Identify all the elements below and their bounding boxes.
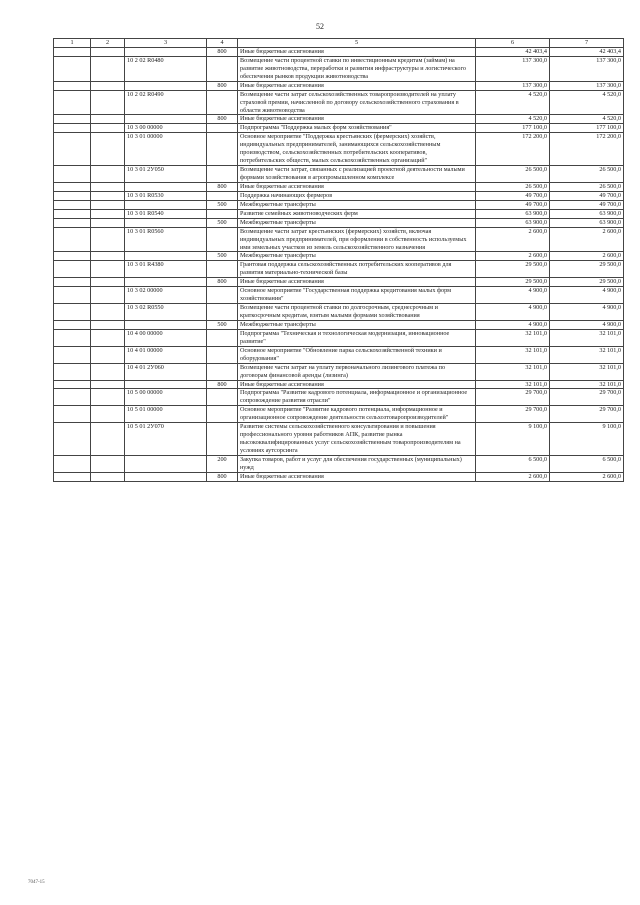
cell-amount-approved: 32 101,0 bbox=[550, 346, 624, 363]
header-cell: 4 bbox=[207, 39, 238, 48]
cell-section bbox=[54, 56, 91, 81]
cell-amount-approved: 6 500,0 bbox=[550, 455, 624, 472]
cell-expense-type bbox=[207, 346, 238, 363]
cell-amount-plan: 63 900,0 bbox=[476, 218, 550, 227]
table-row bbox=[54, 423, 624, 456]
cell-section bbox=[54, 363, 91, 380]
cell-amount-plan: 32 101,0 bbox=[476, 363, 550, 380]
cell-expense-type bbox=[207, 304, 238, 321]
cell-subsection bbox=[91, 304, 125, 321]
cell-amount-approved: 29 500,0 bbox=[550, 261, 624, 278]
cell-description: Развитие системы сельскохозяйственного консультирования и повышения профессионального уровня работников АПК, развитие рынка высококвалифицированных услуг сельскохозяйственным товаропроизводителям на условиях аутсорсинга bbox=[238, 423, 476, 456]
cell-amount-approved: 172 200,0 bbox=[550, 133, 624, 166]
table-row bbox=[54, 261, 624, 278]
table-row bbox=[54, 56, 624, 81]
cell-section bbox=[54, 320, 91, 329]
cell-section bbox=[54, 455, 91, 472]
cell-amount-approved: 9 100,0 bbox=[550, 423, 624, 456]
cell-subsection bbox=[91, 472, 125, 481]
table-row bbox=[54, 227, 624, 252]
table-row bbox=[54, 124, 624, 133]
cell-subsection bbox=[91, 406, 125, 423]
cell-subsection bbox=[91, 166, 125, 183]
cell-subsection bbox=[91, 423, 125, 456]
cell-subsection bbox=[91, 90, 125, 115]
budget-table bbox=[53, 38, 624, 482]
cell-expense-type: 800 bbox=[207, 182, 238, 191]
cell-target-article: 10 3 01 R0540 bbox=[125, 209, 207, 218]
cell-expense-type: 800 bbox=[207, 47, 238, 56]
cell-expense-type bbox=[207, 191, 238, 200]
cell-description: Иные бюджетные ассигнования bbox=[238, 182, 476, 191]
cell-subsection bbox=[91, 252, 125, 261]
cell-amount-plan: 49 700,0 bbox=[476, 191, 550, 200]
cell-amount-plan: 2 600,0 bbox=[476, 252, 550, 261]
cell-section bbox=[54, 81, 91, 90]
cell-expense-type: 500 bbox=[207, 200, 238, 209]
cell-target-article bbox=[125, 115, 207, 124]
cell-target-article: 10 5 00 00000 bbox=[125, 389, 207, 406]
table-row bbox=[54, 472, 624, 481]
cell-expense-type bbox=[207, 209, 238, 218]
cell-amount-approved: 4 520,0 bbox=[550, 90, 624, 115]
cell-target-article bbox=[125, 81, 207, 90]
cell-amount-approved: 26 500,0 bbox=[550, 166, 624, 183]
table-row bbox=[54, 304, 624, 321]
cell-subsection bbox=[91, 278, 125, 287]
table-row bbox=[54, 252, 624, 261]
cell-expense-type: 200 bbox=[207, 455, 238, 472]
cell-subsection bbox=[91, 287, 125, 304]
cell-expense-type bbox=[207, 133, 238, 166]
cell-amount-approved: 29 700,0 bbox=[550, 406, 624, 423]
cell-amount-approved: 26 500,0 bbox=[550, 182, 624, 191]
cell-amount-approved: 2 600,0 bbox=[550, 472, 624, 481]
table-row bbox=[54, 320, 624, 329]
cell-target-article: 10 4 01 00000 bbox=[125, 346, 207, 363]
table-row bbox=[54, 115, 624, 124]
cell-target-article bbox=[125, 278, 207, 287]
cell-target-article: 10 2 02 R0490 bbox=[125, 90, 207, 115]
cell-amount-approved: 2 600,0 bbox=[550, 252, 624, 261]
cell-section bbox=[54, 278, 91, 287]
cell-amount-plan: 177 100,0 bbox=[476, 124, 550, 133]
table-body bbox=[54, 47, 624, 481]
cell-target-article bbox=[125, 320, 207, 329]
cell-subsection bbox=[91, 227, 125, 252]
cell-target-article bbox=[125, 200, 207, 209]
cell-amount-approved: 137 300,0 bbox=[550, 81, 624, 90]
cell-target-article bbox=[125, 218, 207, 227]
cell-section bbox=[54, 380, 91, 389]
table-row bbox=[54, 346, 624, 363]
cell-amount-approved: 29 700,0 bbox=[550, 389, 624, 406]
cell-subsection bbox=[91, 346, 125, 363]
document-code: 7047-15 bbox=[28, 880, 45, 885]
cell-description: Развитие семейных животноводческих ферм bbox=[238, 209, 476, 218]
cell-amount-approved: 4 520,0 bbox=[550, 115, 624, 124]
cell-target-article bbox=[125, 455, 207, 472]
cell-amount-plan: 4 900,0 bbox=[476, 287, 550, 304]
cell-expense-type: 800 bbox=[207, 81, 238, 90]
cell-target-article bbox=[125, 472, 207, 481]
cell-amount-approved: 137 300,0 bbox=[550, 56, 624, 81]
cell-section bbox=[54, 227, 91, 252]
cell-target-article: 10 3 00 00000 bbox=[125, 124, 207, 133]
cell-amount-approved: 4 900,0 bbox=[550, 287, 624, 304]
cell-target-article bbox=[125, 252, 207, 261]
cell-amount-approved: 49 700,0 bbox=[550, 200, 624, 209]
cell-amount-plan: 29 700,0 bbox=[476, 389, 550, 406]
cell-target-article: 10 2 02 R0480 bbox=[125, 56, 207, 81]
cell-section bbox=[54, 389, 91, 406]
cell-subsection bbox=[91, 133, 125, 166]
cell-section bbox=[54, 200, 91, 209]
cell-amount-plan: 2 600,0 bbox=[476, 472, 550, 481]
cell-expense-type bbox=[207, 124, 238, 133]
cell-subsection bbox=[91, 261, 125, 278]
table-row bbox=[54, 287, 624, 304]
cell-description: Поддержка начинающих фермеров bbox=[238, 191, 476, 200]
cell-amount-approved: 63 900,0 bbox=[550, 209, 624, 218]
cell-description: Возмещение части процентной ставки по инвестиционным кредитам (займам) на развитие животноводства, переработки и развития инфраструктуры и логистического обеспечения рынков продукции животноводства bbox=[238, 56, 476, 81]
cell-amount-approved: 42 403,4 bbox=[550, 47, 624, 56]
cell-amount-plan: 29 500,0 bbox=[476, 278, 550, 287]
cell-amount-plan: 63 900,0 bbox=[476, 209, 550, 218]
cell-amount-plan: 32 101,0 bbox=[476, 380, 550, 389]
cell-description: Межбюджетные трансферты bbox=[238, 200, 476, 209]
cell-subsection bbox=[91, 320, 125, 329]
cell-amount-plan: 4 900,0 bbox=[476, 304, 550, 321]
cell-amount-plan: 49 700,0 bbox=[476, 200, 550, 209]
cell-target-article bbox=[125, 380, 207, 389]
table-row bbox=[54, 278, 624, 287]
cell-amount-plan: 29 500,0 bbox=[476, 261, 550, 278]
cell-amount-approved: 32 101,0 bbox=[550, 363, 624, 380]
cell-amount-plan: 4 520,0 bbox=[476, 115, 550, 124]
cell-subsection bbox=[91, 455, 125, 472]
cell-expense-type: 800 bbox=[207, 278, 238, 287]
cell-description: Подпрограмма "Развитие кадрового потенциала, информационное и организационное сопровождение развития отрасли" bbox=[238, 389, 476, 406]
cell-subsection bbox=[91, 380, 125, 389]
cell-amount-plan: 137 300,0 bbox=[476, 81, 550, 90]
cell-target-article bbox=[125, 182, 207, 191]
header-cell: 3 bbox=[125, 39, 207, 48]
table-row bbox=[54, 380, 624, 389]
cell-section bbox=[54, 115, 91, 124]
cell-amount-approved: 32 101,0 bbox=[550, 329, 624, 346]
cell-description: Возмещение части процентной ставки по долгосрочным, среднесрочным и краткосрочным кредитам, взятым малыми формами хозяйствования bbox=[238, 304, 476, 321]
cell-expense-type bbox=[207, 329, 238, 346]
cell-amount-approved: 2 600,0 bbox=[550, 227, 624, 252]
cell-expense-type bbox=[207, 389, 238, 406]
cell-amount-plan: 2 600,0 bbox=[476, 227, 550, 252]
cell-expense-type bbox=[207, 287, 238, 304]
cell-target-article: 10 3 01 2У050 bbox=[125, 166, 207, 183]
cell-section bbox=[54, 218, 91, 227]
cell-section bbox=[54, 191, 91, 200]
cell-amount-plan: 6 500,0 bbox=[476, 455, 550, 472]
table-row bbox=[54, 191, 624, 200]
table-row bbox=[54, 47, 624, 56]
cell-description: Грантовая поддержка сельскохозяйственных потребительских кооперативов для развития материально-технической базы bbox=[238, 261, 476, 278]
table-row bbox=[54, 455, 624, 472]
cell-target-article: 10 5 01 2У070 bbox=[125, 423, 207, 456]
cell-expense-type: 500 bbox=[207, 252, 238, 261]
table-row bbox=[54, 406, 624, 423]
cell-target-article: 10 3 01 R4380 bbox=[125, 261, 207, 278]
cell-amount-plan: 32 101,0 bbox=[476, 346, 550, 363]
cell-description: Иные бюджетные ассигнования bbox=[238, 81, 476, 90]
cell-amount-plan: 26 500,0 bbox=[476, 182, 550, 191]
table-row bbox=[54, 81, 624, 90]
cell-target-article: 10 4 00 00000 bbox=[125, 329, 207, 346]
header-cell: 2 bbox=[91, 39, 125, 48]
cell-subsection bbox=[91, 81, 125, 90]
cell-amount-plan: 29 700,0 bbox=[476, 406, 550, 423]
cell-target-article: 10 3 02 00000 bbox=[125, 287, 207, 304]
page-number: 52 bbox=[316, 22, 324, 31]
cell-expense-type: 800 bbox=[207, 115, 238, 124]
header-cell: 5 bbox=[238, 39, 476, 48]
cell-description: Подпрограмма "Техническая и технологическая модернизация, инновационное развитие" bbox=[238, 329, 476, 346]
table-row bbox=[54, 329, 624, 346]
cell-section bbox=[54, 124, 91, 133]
cell-target-article: 10 3 01 00000 bbox=[125, 133, 207, 166]
cell-amount-approved: 32 101,0 bbox=[550, 380, 624, 389]
cell-subsection bbox=[91, 56, 125, 81]
cell-section bbox=[54, 261, 91, 278]
cell-subsection bbox=[91, 47, 125, 56]
cell-description: Основное мероприятие "Обновление парка сельскохозяйственной техники и оборудования" bbox=[238, 346, 476, 363]
cell-amount-plan: 32 101,0 bbox=[476, 329, 550, 346]
table-row bbox=[54, 389, 624, 406]
table-row bbox=[54, 363, 624, 380]
cell-expense-type bbox=[207, 56, 238, 81]
cell-expense-type: 800 bbox=[207, 472, 238, 481]
cell-description: Подпрограмма "Поддержка малых форм хозяйствования" bbox=[238, 124, 476, 133]
cell-expense-type bbox=[207, 90, 238, 115]
cell-amount-plan: 9 100,0 bbox=[476, 423, 550, 456]
header-cell: 1 bbox=[54, 39, 91, 48]
cell-expense-type bbox=[207, 227, 238, 252]
cell-section bbox=[54, 209, 91, 218]
cell-expense-type bbox=[207, 423, 238, 456]
cell-section bbox=[54, 304, 91, 321]
cell-description: Возмещение части затрат крестьянских (фермерских) хозяйств, включая индивидуальных предпринимателей, при оформлении в собственность используемых ими земельных участков из земель сельскохозяйственного назначения bbox=[238, 227, 476, 252]
cell-section bbox=[54, 182, 91, 191]
cell-target-article: 10 3 02 R0550 bbox=[125, 304, 207, 321]
cell-subsection bbox=[91, 389, 125, 406]
table-row bbox=[54, 133, 624, 166]
cell-subsection bbox=[91, 209, 125, 218]
cell-amount-approved: 4 900,0 bbox=[550, 320, 624, 329]
cell-subsection bbox=[91, 115, 125, 124]
cell-amount-approved: 4 900,0 bbox=[550, 304, 624, 321]
header-cell: 6 bbox=[476, 39, 550, 48]
table-row bbox=[54, 209, 624, 218]
cell-section bbox=[54, 90, 91, 115]
cell-subsection bbox=[91, 363, 125, 380]
cell-description: Основное мероприятие "Государственная поддержка кредитования малых форм хозяйствования" bbox=[238, 287, 476, 304]
cell-description: Иные бюджетные ассигнования bbox=[238, 115, 476, 124]
table-row bbox=[54, 182, 624, 191]
cell-subsection bbox=[91, 329, 125, 346]
cell-amount-approved: 29 500,0 bbox=[550, 278, 624, 287]
cell-expense-type: 500 bbox=[207, 218, 238, 227]
cell-description: Основное мероприятие "Поддержка крестьянских (фермерских) хозяйств, индивидуальных предпринимателей, занимающихся сельскохозяйственным производством, сельскохозяйственных потребительских кооперативов, потребительских обществ, малых сельскохозяйственных организаций" bbox=[238, 133, 476, 166]
cell-section bbox=[54, 252, 91, 261]
table-header-row bbox=[54, 39, 624, 48]
cell-section bbox=[54, 287, 91, 304]
cell-description: Межбюджетные трансферты bbox=[238, 320, 476, 329]
cell-subsection bbox=[91, 218, 125, 227]
cell-description: Возмещение части затрат на уплату первоначального лизингового платежа по договорам финансовой аренды (лизинга) bbox=[238, 363, 476, 380]
cell-section bbox=[54, 346, 91, 363]
cell-target-article: 10 3 01 R0530 bbox=[125, 191, 207, 200]
cell-section bbox=[54, 47, 91, 56]
cell-amount-plan: 26 500,0 bbox=[476, 166, 550, 183]
cell-description: Закупка товаров, работ и услуг для обеспечения государственных (муниципальных) нужд bbox=[238, 455, 476, 472]
table-row bbox=[54, 166, 624, 183]
cell-target-article: 10 5 01 00000 bbox=[125, 406, 207, 423]
cell-description: Межбюджетные трансферты bbox=[238, 252, 476, 261]
cell-description: Иные бюджетные ассигнования bbox=[238, 380, 476, 389]
cell-amount-approved: 63 900,0 bbox=[550, 218, 624, 227]
cell-description: Иные бюджетные ассигнования bbox=[238, 472, 476, 481]
cell-amount-plan: 4 520,0 bbox=[476, 90, 550, 115]
header-cell: 7 bbox=[550, 39, 624, 48]
cell-amount-approved: 49 700,0 bbox=[550, 191, 624, 200]
cell-amount-plan: 4 900,0 bbox=[476, 320, 550, 329]
cell-expense-type: 800 bbox=[207, 380, 238, 389]
cell-description: Возмещение части затрат, связанных с реализацией проектной деятельности малыми формами хозяйствования в агропромышленном комплексе bbox=[238, 166, 476, 183]
cell-amount-plan: 42 403,4 bbox=[476, 47, 550, 56]
table-row bbox=[54, 90, 624, 115]
cell-target-article bbox=[125, 47, 207, 56]
table-row bbox=[54, 200, 624, 209]
cell-amount-plan: 172 200,0 bbox=[476, 133, 550, 166]
table-row bbox=[54, 218, 624, 227]
cell-description: Возмещение части затрат сельскохозяйственных товаропроизводителей на уплату страховой премии, начисленной по договору сельскохозяйственного страхования в области животноводства bbox=[238, 90, 476, 115]
cell-description: Основное мероприятие "Развитие кадрового потенциала, информационное и организационное сопровождение деятельности сельхозтоваропроизводителей" bbox=[238, 406, 476, 423]
cell-expense-type bbox=[207, 261, 238, 278]
cell-section bbox=[54, 423, 91, 456]
cell-expense-type: 500 bbox=[207, 320, 238, 329]
cell-description: Межбюджетные трансферты bbox=[238, 218, 476, 227]
cell-subsection bbox=[91, 200, 125, 209]
cell-expense-type bbox=[207, 406, 238, 423]
cell-amount-approved: 177 100,0 bbox=[550, 124, 624, 133]
cell-expense-type bbox=[207, 166, 238, 183]
cell-section bbox=[54, 166, 91, 183]
cell-amount-plan: 137 300,0 bbox=[476, 56, 550, 81]
cell-subsection bbox=[91, 182, 125, 191]
cell-description: Иные бюджетные ассигнования bbox=[238, 47, 476, 56]
cell-target-article: 10 3 01 R0560 bbox=[125, 227, 207, 252]
cell-subsection bbox=[91, 191, 125, 200]
cell-target-article: 10 4 01 2У060 bbox=[125, 363, 207, 380]
cell-section bbox=[54, 329, 91, 346]
cell-section bbox=[54, 472, 91, 481]
cell-section bbox=[54, 406, 91, 423]
cell-section bbox=[54, 133, 91, 166]
cell-description: Иные бюджетные ассигнования bbox=[238, 278, 476, 287]
cell-subsection bbox=[91, 124, 125, 133]
cell-expense-type bbox=[207, 363, 238, 380]
